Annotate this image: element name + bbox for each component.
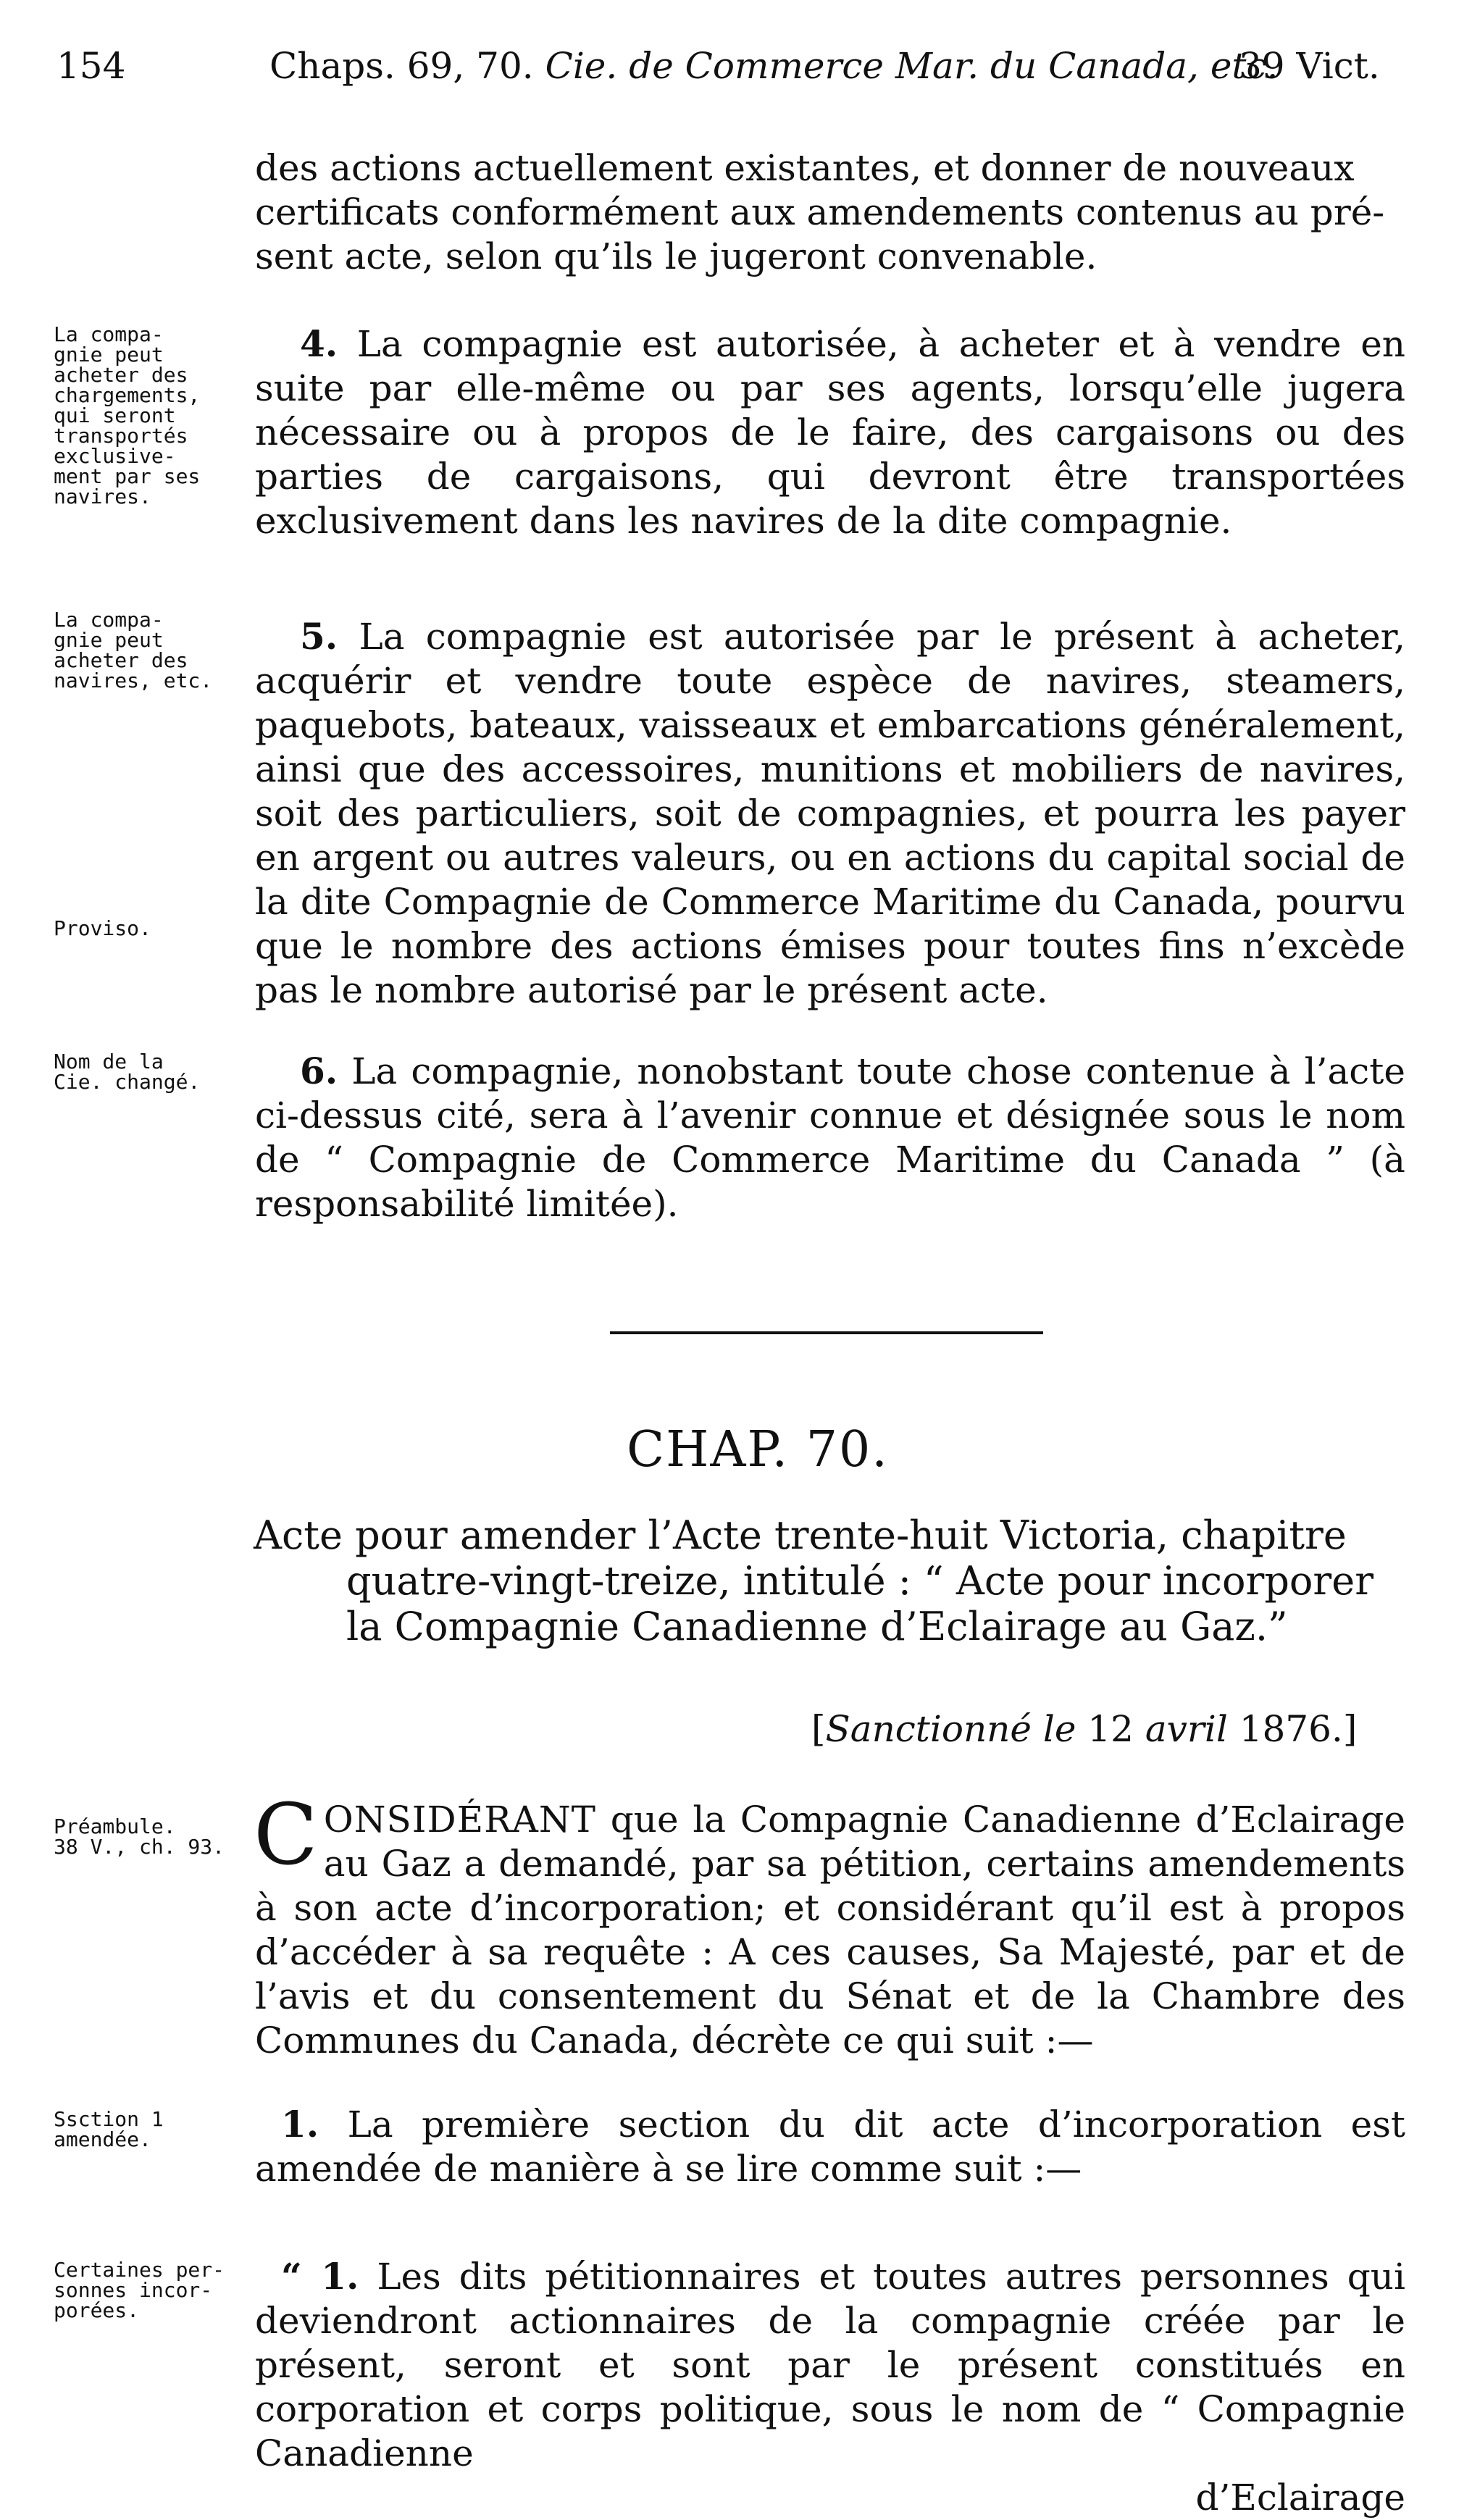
sidenote-section-6 <box>54 1052 251 1092</box>
sidenote-line: chargements, <box>54 383 201 407</box>
act-title-line: la Compagnie Canadienne d’Eclairage au Gaz.” <box>346 1604 1288 1649</box>
page-number: 154 <box>57 45 126 87</box>
sidenote-section-4 <box>54 322 251 508</box>
sidenote-line: qui seront <box>54 403 176 427</box>
sidenote-line: acheter des <box>54 648 188 672</box>
sidenote-line: Proviso. <box>54 916 151 940</box>
continuation-paragraph <box>255 146 1405 279</box>
quoted-section-1 <box>255 2254 1405 2520</box>
sidenote-line: exclusive- <box>54 444 176 468</box>
sidenote-line: acheter des <box>54 363 188 387</box>
sidenote-section-5 <box>54 610 251 691</box>
sidenote-line: transportés <box>54 424 188 448</box>
regnal-year: 39 Vict. <box>1239 45 1380 87</box>
assent-day: 12 <box>1076 1708 1145 1750</box>
section-number: 6. <box>300 1050 338 1092</box>
running-title <box>269 45 1278 87</box>
section-number: 1. <box>281 2103 319 2146</box>
sidenote-line: Nom de la <box>54 1050 164 1073</box>
sidenote-line: Préambule. <box>54 1814 176 1838</box>
sidenote-line: Cie. changé. <box>54 1070 201 1094</box>
section-text: La compagnie est autorisée, à acheter et à vendre en suite par elle-même ou par ses agents, lorsqu’elle jugera nécessaire ou à propos de le faire, des cargaisons ou des parties de cargaisons, qui devront être transportées exclusivement dans les navires de la dite compagnie. <box>255 323 1405 542</box>
preamble <box>254 1786 1405 2063</box>
assent-bracket: [ <box>811 1708 826 1750</box>
running-title-act: Cie. de Commerce Mar. du Canada, etc. <box>545 45 1279 87</box>
assent-year: 1876.] <box>1227 1708 1358 1750</box>
sidenote-line: ment par ses <box>54 464 201 488</box>
section-text: La compagnie, nonobstant toute chose contenue à l’acte ci-dessus cité, sera à l’avenir connue et désignée sous le nom de “ Compagnie de Commerce Maritime du Canada ” (à responsabilité limitée). <box>255 1050 1405 1225</box>
section-1-amendment <box>255 2102 1405 2191</box>
sidenote-line: La compa- <box>54 608 164 632</box>
continuation-line: des actions actuellement existantes, et donner de nouveaux <box>255 147 1355 189</box>
sidenote-line: Ssction 1 <box>54 2107 164 2131</box>
act-title-line: Acte pour amender l’Acte trente-huit Victoria, chapitre <box>254 1512 1347 1558</box>
section-number: “ 1. <box>281 2255 359 2298</box>
chapter-heading: CHAP. 70. <box>627 1421 889 1478</box>
continuation-line: certificats conformément aux amendements contenus au pré- <box>255 191 1385 233</box>
act-title <box>254 1512 1413 1649</box>
section-4 <box>255 322 1405 543</box>
sidenote-line: gnie peut <box>54 343 164 367</box>
sidenote-line: navires. <box>54 485 151 508</box>
preamble-text: que la Compagnie Canadienne d’Eclairage au Gaz a demandé, par sa pétition, certains amendements à son acte d’incorporation; et considérant qu’il est à propos d’accéder à sa requête : A ces causes, Sa Majesté, par et de l’avis et du consentement du Sénat et de la Chambre des Communes du Canada, décrète ce qui suit :— <box>255 1799 1405 2061</box>
chapter-separator-rule <box>610 1331 1043 1334</box>
assent-label: Sanctionné le <box>825 1708 1076 1750</box>
section-number: 4. <box>300 322 338 365</box>
section-5 <box>255 614 1405 1013</box>
sidenote-section-1 <box>54 2109 251 2150</box>
sidenote-line: 38 V., ch. 93. <box>54 1835 225 1859</box>
sidenote-line: La compa- <box>54 322 164 346</box>
sidenote-line: gnie peut <box>54 628 164 652</box>
section-6 <box>255 1049 1405 1226</box>
section-last-line: d’Eclairage <box>1195 2477 1405 2519</box>
sidenote-incorporation <box>54 2260 251 2321</box>
assent-month: avril <box>1145 1708 1228 1750</box>
sidenote-line: navires, etc. <box>54 669 213 692</box>
royal-assent-date <box>811 1708 1357 1750</box>
drop-cap: C <box>254 1786 318 1884</box>
running-header <box>0 45 1472 96</box>
sidenote-line: sonnes incor- <box>54 2278 213 2302</box>
section-text: La première section du dit acte d’incorporation est amendée de manière à se lire comme suit :— <box>255 2104 1405 2190</box>
sidenote-line: amendée. <box>54 2127 151 2151</box>
preamble-lead-word: ONSIDÉRANT <box>323 1799 596 1841</box>
section-text: La compagnie est autorisée par le présent à acheter, acquérir et vendre toute espèce de navires, steamers, paquebots, bateaux, vaisseaux et embarcations généralement, ainsi que des accessoires, munitions et mobiliers de navires, soit des particuliers, soit de compagnies, et pourra les payer en argent ou autres valeurs, ou en actions du capital social de la dite Compagnie de Commerce Maritime du Canada, pourvu que le nombre des actions émises pour toutes fins n’excède pas le nombre autorisé par le présent acte. <box>255 616 1405 1011</box>
sidenote-line: Certaines per- <box>54 2258 225 2282</box>
sidenote-line: porées. <box>54 2298 140 2322</box>
section-text: Les dits pétitionnaires et toutes autres personnes qui deviendront actionnaires de la compagnie créée par le présent, seront et sont par le présent constitués en corporation et corps politique, sous le nom de “ Compagnie Canadienne <box>255 2256 1405 2474</box>
sidenote-proviso <box>54 918 251 939</box>
sidenote-preamble <box>54 1814 251 1859</box>
running-title-chapters: Chaps. 69, 70. <box>269 45 534 87</box>
act-title-line: quatre-vingt-treize, intitulé : “ Acte pour incorporer <box>346 1558 1374 1604</box>
section-number: 5. <box>300 615 338 658</box>
continuation-line: sent acte, selon qu’ils le jugeront convenable. <box>255 235 1097 277</box>
